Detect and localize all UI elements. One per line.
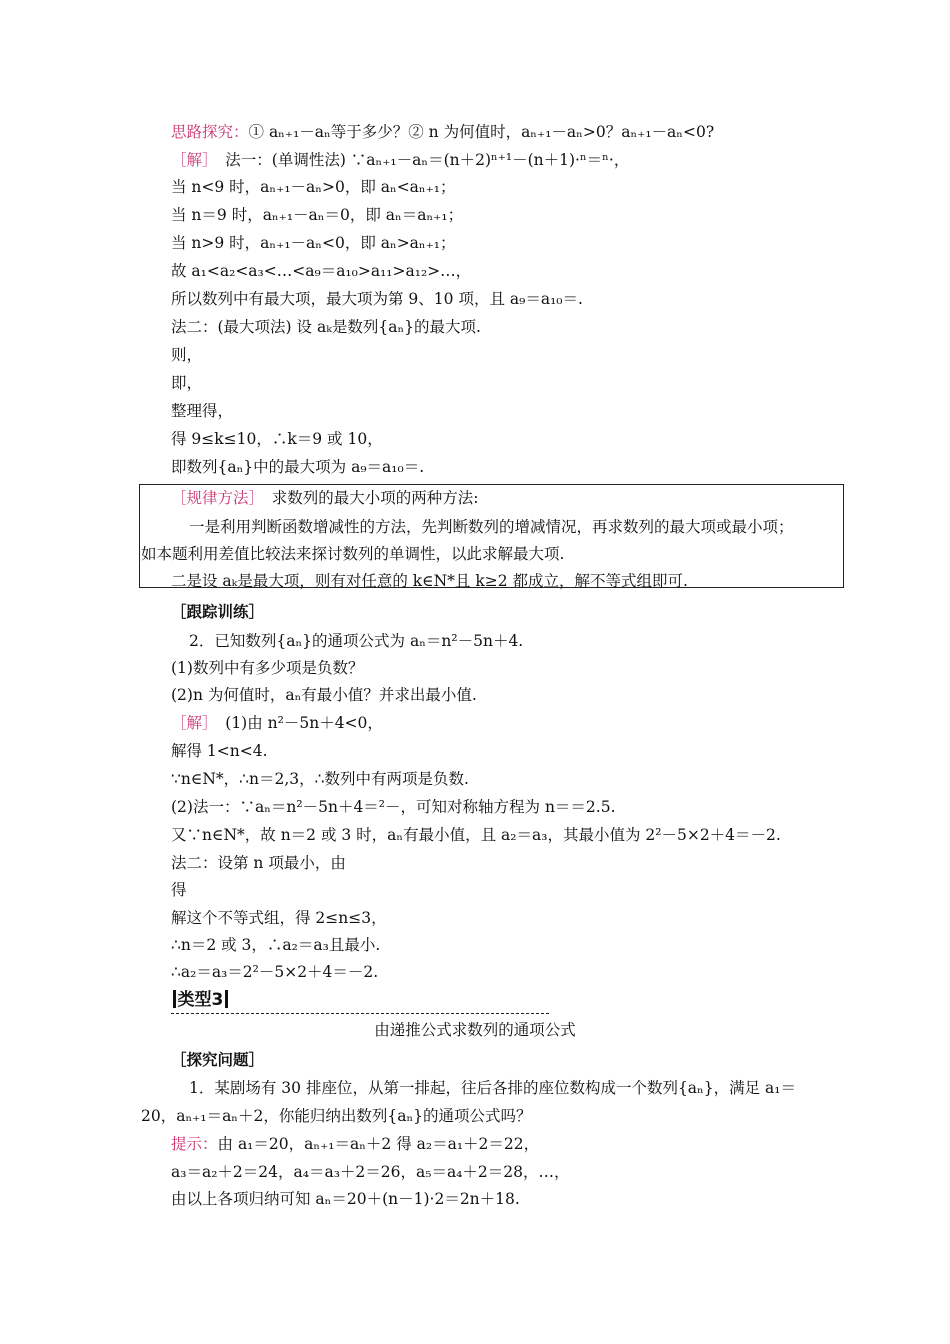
method-line-3: 二是设 aₖ是最大项，则有对任意的 k∈N*且 k≥2 都成立，解不等式组即可.: [171, 572, 688, 590]
solution-label: ［解］: [171, 151, 210, 169]
practice-q2: (2)n 为何值时，aₙ有最小值？并求出最小值.: [171, 686, 477, 704]
text-line: 整理得，: [171, 402, 234, 420]
dashed-divider: [171, 1013, 549, 1014]
solution-line-1: [171, 150, 629, 170]
text-line: 故 a₁<a₂<a₃<…<a₉＝a₁₀>a₁₁>a₁₂>…，: [171, 262, 472, 280]
text-line: 法二：(最大项法) 设 aₖ是数列{aₙ}的最大项.: [171, 318, 481, 336]
method-line-2: 如本题利用差值比较法来探讨数列的单调性，以此求解最大项.: [141, 545, 565, 563]
thinking-label: 思路探究：: [171, 123, 249, 141]
text-line: 即，: [171, 374, 203, 392]
method-line-1: 一是利用判断函数增减性的方法，先判断数列的增减情况，再求数列的最大项或最小项；: [189, 518, 794, 536]
practice-q1: (1)数列中有多少项是负数？: [171, 659, 364, 677]
practice-question: 2．已知数列{aₙ}的通项公式为 aₙ＝n²－5n＋4.: [189, 632, 524, 650]
practice-solution-text: (1)由 n²－5n＋4<0，: [209, 714, 383, 732]
method-title: 求数列的最大小项的两种方法:: [256, 489, 479, 507]
text-line: 得: [171, 881, 187, 899]
type-label: 类型: [177, 990, 212, 1010]
text-line: 当 n<9 时，aₙ₊₁－aₙ>0，即 aₙ<aₙ₊₁；: [171, 178, 456, 196]
text-line: 由以上各项归纳可知 aₙ＝20＋(n－1)·2＝2n＋18.: [171, 1190, 520, 1208]
text-line: 所以数列中有最大项，最大项为第 9、10 项，且 a₉＝a₁₀＝.: [171, 290, 583, 308]
heading-bar-left: [173, 990, 176, 1008]
heading-bar-right: [225, 990, 228, 1008]
explore-question-line-2: 20，aₙ₊₁＝aₙ＋2，你能归纳出数列{aₙ}的通项公式吗？: [141, 1107, 532, 1125]
text-line: ∴n＝2 或 3，∴a₂＝a₃且最小.: [171, 936, 381, 954]
method-title-line: [171, 488, 479, 508]
practice-solution-line: [171, 713, 383, 733]
text-line: 即数列{aₙ}中的最大项为 a₉＝a₁₀＝.: [171, 458, 425, 476]
explore-header: ［探究问题］: [171, 1051, 265, 1069]
hint-label: 提示：: [171, 1135, 218, 1153]
thinking-line: [171, 122, 714, 142]
text-line: a₃＝a₂＋2＝24，a₄＝a₃＋2＝26，a₅＝a₄＋2＝28，…，: [171, 1163, 570, 1181]
text-line: 得 9≤k≤10，∴k＝9 或 10，: [171, 430, 383, 448]
section-title: 由递推公式求数列的通项公式: [374, 1021, 576, 1039]
text-line: 又∵n∈N*，故 n＝2 或 3 时，aₙ有最小值，且 a₂＝a₃，其最小值为 2²－5×2＋4＝－2.: [171, 826, 781, 844]
type-number: 3: [211, 990, 224, 1010]
section-type-heading: [171, 990, 230, 1010]
hint-line: [171, 1134, 539, 1154]
text-line: 当 n>9 时，aₙ₊₁－aₙ<0，即 aₙ>aₙ₊₁；: [171, 234, 456, 252]
method-label: ［规律方法］: [171, 489, 257, 507]
text-line: 解得 1<n<4.: [171, 742, 268, 760]
hint-text: 由 a₁＝20，aₙ₊₁＝aₙ＋2 得 a₂＝a₁＋2＝22，: [217, 1135, 540, 1153]
solution-text: 法一：(单调性法) ∵aₙ₊₁－aₙ＝(n＋2)ⁿ⁺¹－(n＋1)·ⁿ＝ⁿ·，: [209, 151, 630, 169]
text-line: 当 n＝9 时，aₙ₊₁－aₙ＝0，即 aₙ＝aₙ₊₁；: [171, 206, 464, 224]
text-line: 则，: [171, 346, 203, 364]
text-line: ∵n∈N*，∴n＝2,3，∴数列中有两项是负数.: [171, 770, 469, 788]
text-line: (2)法一：∵aₙ＝n²－5n＋4＝²－，可知对称轴方程为 n＝＝2.5.: [171, 798, 616, 816]
text-line: 解这个不等式组，得 2≤n≤3，: [171, 909, 387, 927]
practice-solution-label: ［解］: [171, 714, 210, 732]
thinking-text: ① aₙ₊₁－aₙ等于多少？② n 为何值时，aₙ₊₁－aₙ>0？aₙ₊₁－aₙ<0?: [248, 123, 715, 141]
explore-question-line-1: 1．某剧场有 30 排座位，从第一排起，往后各排的座位数构成一个数列{aₙ}，满足 a₁＝: [189, 1079, 796, 1097]
text-line: ∴a₂＝a₃＝2²－5×2＋4＝－2.: [171, 963, 379, 981]
text-line: 法二：设第 n 项最小，由: [171, 854, 346, 872]
practice-header: ［跟踪训练］: [171, 603, 265, 621]
